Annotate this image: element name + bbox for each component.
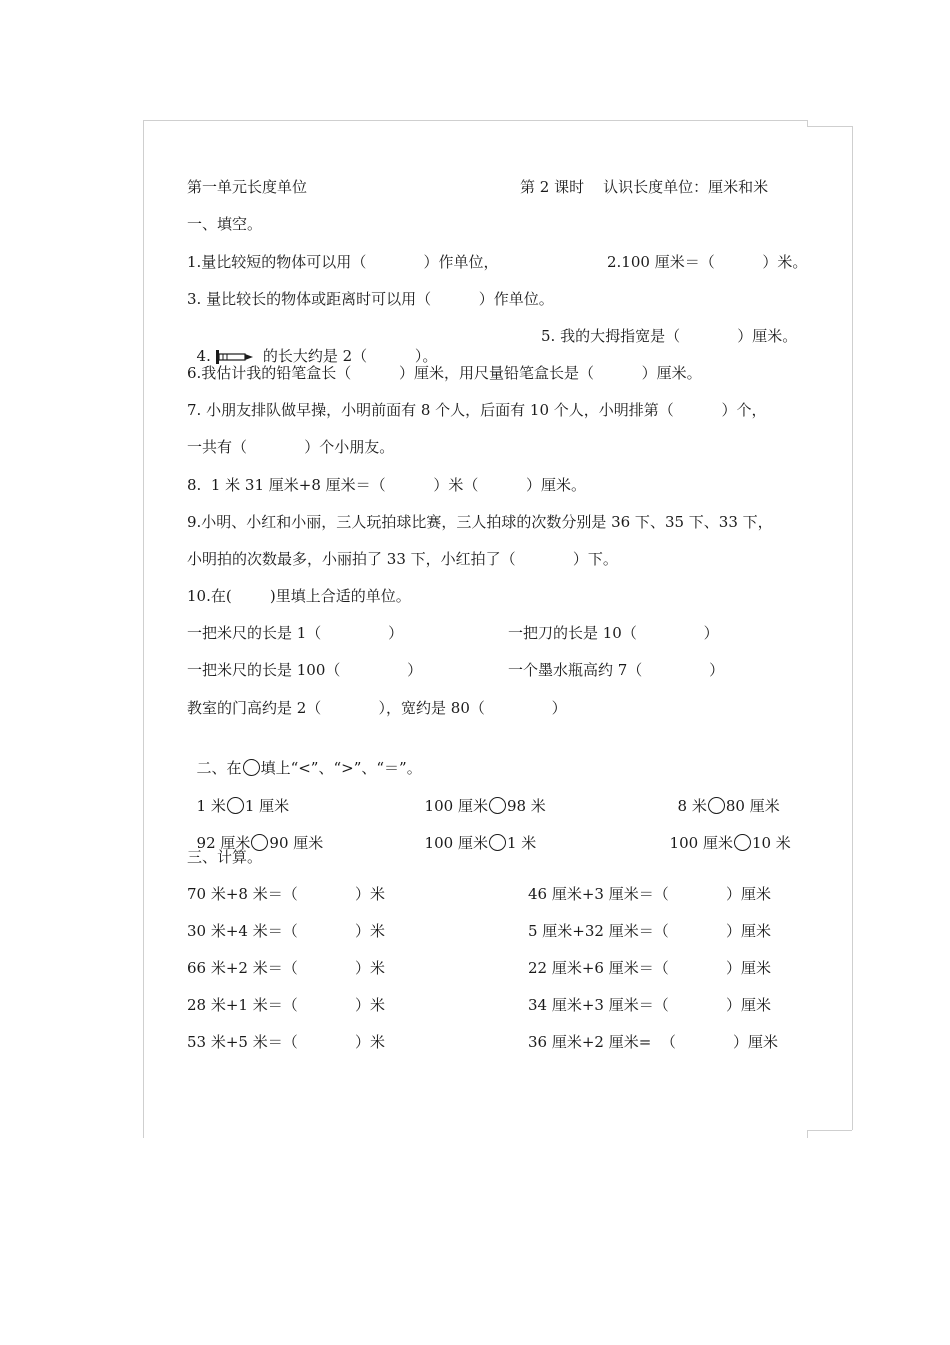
- compare-item: [187, 776, 289, 816]
- calc-item: 46 厘米+3 厘米＝（ ）厘米: [528, 885, 771, 903]
- compare-left: 8 米: [677, 797, 707, 815]
- compare-item: [415, 813, 536, 853]
- question-1: 1.量比较短的物体可以用（ ）作单位，: [187, 253, 499, 271]
- calc-item: 22 厘米+6 厘米＝（ ）厘米: [528, 959, 771, 977]
- question-7-line1: 7. 小朋友排队做早操，小明前面有 8 个人，后面有 10 个人，小明排第（ ）个，: [187, 401, 767, 419]
- question-6: 6.我估计我的铅笔盒长（ ）厘米，用尺量铅笔盒长是（ ）厘米。: [187, 364, 702, 382]
- frame-tick-top: [807, 120, 808, 126]
- question-3: 3. 量比较长的物体或距离时可以用（ ）作单位。: [187, 290, 554, 308]
- question-10: 10.在( )里填上合适的单位。: [187, 587, 411, 605]
- question-4-number: 4.: [196, 347, 211, 365]
- question-7-line2: 一共有（ ）个小朋友。: [187, 438, 395, 456]
- section2-title: [187, 738, 422, 778]
- frame-line-right: [852, 126, 853, 1130]
- section2-title-suffix: 填上“<”、“>”、“＝”。: [260, 759, 422, 777]
- circle-icon: [243, 759, 260, 776]
- compare-left: 1 米: [196, 797, 226, 815]
- question-5: 5. 我的大拇指宽是（ ）厘米。: [541, 327, 798, 345]
- question-10-item: 教室的门高约是 2（ ），宽约是 80（ ）: [187, 699, 567, 717]
- compare-right: 90 厘米: [269, 834, 324, 852]
- section2-title-prefix: 二、在: [196, 759, 242, 777]
- calc-item: 36 厘米+2 厘米= （ ）厘米: [528, 1033, 779, 1051]
- frame-line-left: [143, 120, 144, 1138]
- calc-item: 66 米+2 米＝（ ）米: [187, 959, 385, 977]
- section1-title: 一、填空。: [187, 215, 263, 233]
- circle-icon[interactable]: [489, 797, 506, 814]
- lesson-title: 第 2 课时 认识长度单位：厘米和米: [520, 178, 769, 196]
- calc-item: 34 厘米+3 厘米＝（ ）厘米: [528, 996, 771, 1014]
- section3-title: 三、计算。: [187, 848, 263, 866]
- calc-item: 5 厘米+32 厘米＝（ ）厘米: [528, 922, 771, 940]
- compare-left: 100 厘米: [424, 797, 488, 815]
- compare-right: 10 米: [751, 834, 791, 852]
- calc-item: 53 米+5 米＝（ ）米: [187, 1033, 385, 1051]
- frame-tick-bottom: [807, 1130, 808, 1138]
- circle-icon[interactable]: [734, 834, 751, 851]
- compare-left: 100 厘米: [669, 834, 733, 852]
- unit-title: 第一单元长度单位: [187, 178, 308, 196]
- compare-item: [660, 813, 791, 853]
- question-9-line1: 9.小明、小红和小丽，三人玩拍球比赛，三人拍球的次数分别是 36 下、35 下、33 下，: [187, 513, 773, 531]
- question-10-item: 一把米尺的长是 100（ ）: [187, 661, 423, 679]
- compare-item: [415, 776, 546, 816]
- compare-right: 98 米: [506, 797, 546, 815]
- question-9-line2: 小明拍的次数最多，小丽拍了 33 下，小红拍了（ ）下。: [187, 550, 618, 568]
- circle-icon[interactable]: [708, 797, 725, 814]
- frame-line-right-top: [807, 126, 852, 127]
- compare-right: 1 米: [506, 834, 537, 852]
- circle-icon[interactable]: [489, 834, 506, 851]
- question-8: 8. 1 米 31 厘米+8 厘米＝（ ）米（ ）厘米。: [187, 476, 587, 494]
- question-10-item: 一把米尺的长是 1（ ）: [187, 624, 404, 642]
- compare-left: 100 厘米: [424, 834, 488, 852]
- compare-right: 1 厘米: [244, 797, 290, 815]
- compare-left: 92 厘米: [196, 834, 251, 852]
- calc-item: 28 米+1 米＝（ ）米: [187, 996, 385, 1014]
- compare-item: [668, 776, 780, 816]
- question-4-text: 的长大约是 2（ ）。: [262, 347, 438, 365]
- question-2: 2.100 厘米＝（ ）米。: [607, 253, 808, 271]
- question-10-item: 一个墨水瓶高约 7（ ）: [508, 661, 725, 679]
- calc-item: 70 米+8 米＝（ ）米: [187, 885, 385, 903]
- circle-icon[interactable]: [227, 797, 244, 814]
- compare-right: 80 厘米: [725, 797, 780, 815]
- frame-line-top: [143, 120, 807, 121]
- question-10-item: 一把刀的长是 10（ ）: [508, 624, 719, 642]
- frame-line-bottom: [807, 1130, 852, 1131]
- calc-item: 30 米+4 米＝（ ）米: [187, 922, 385, 940]
